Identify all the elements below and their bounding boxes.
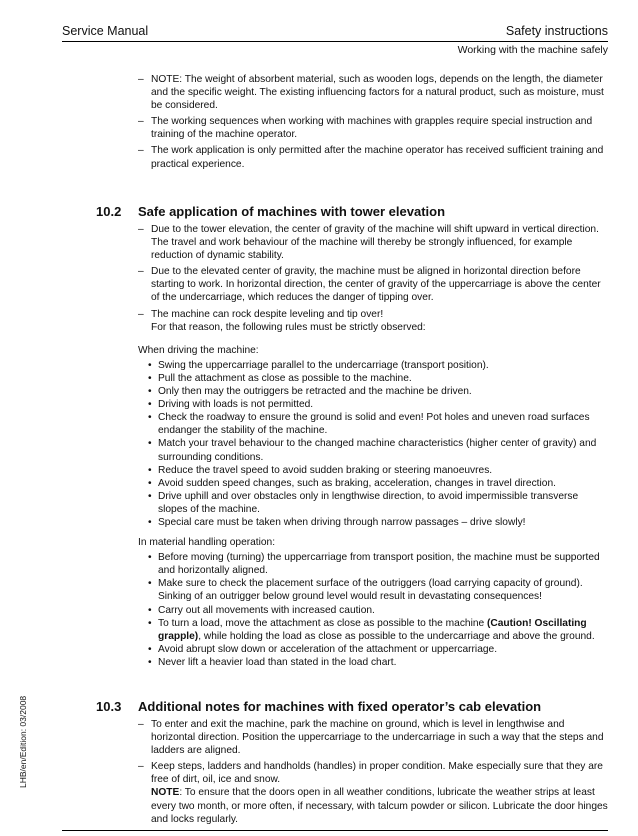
footer-divider (62, 830, 608, 831)
list-item: – To enter and exit the machine, park the machine on ground, which is level in lengthwise and horizontal direction. Position the uppercarriage to the undercarriage in such a way that the steps and ladders are aligned. (138, 719, 604, 757)
section-title: Safe application of machines with tower elevation (138, 204, 446, 219)
list-item: – Due to the tower elevation, the center of gravity of the machine will shift upward in vertical direction. The travel and work behaviour of the machine will thereby be strongly influenced, for example reduction of dynamic stability. (138, 224, 599, 262)
caution-text: (Caution! Oscillating grapple) (158, 617, 587, 642)
list-item: • Avoid sudden speed changes, such as braking, acceleration, changes in travel direction. (148, 477, 556, 489)
list-item: – Keep steps, ladders and handholds (handles) in proper condition. Make especially sure that they are free of dirt, oil, ice and snow. NOTE: To ensure that the doors open in all weather conditions, lubricate the weather strips at least every two month, or more often, if necessary, with talcum powder or silicon. Lubricate the door hinges and locks regularly. (138, 761, 608, 825)
list-item: • Carry out all movements with increased caution. (148, 604, 375, 616)
list-item: • Reduce the travel speed to avoid sudden braking or steering manoeuvres. (148, 464, 493, 476)
section-10-2-body (138, 223, 608, 669)
list-item: • Drive uphill and over obstacles only in lengthwise direction, to avoid impermissible transverse slopes of the machine. (148, 490, 579, 515)
section-10-3-body (138, 718, 608, 829)
list-item: • Match your travel behaviour to the changed machine characteristics (higher center of gravity) and surrounding conditions. (148, 438, 597, 463)
list-item: – The working sequences when working with machines with grapples require special instruction and training of the machine operator. (138, 116, 593, 141)
list-item: • Swing the uppercarriage parallel to the undercarriage (transport position). (148, 359, 489, 371)
section-number: 10.2 (96, 204, 122, 219)
list-item: • Special care must be taken when driving through narrow passages – drive slowly! (148, 516, 526, 528)
list-item: • Driving with loads is not permitted. (148, 399, 314, 411)
list-item: • Never lift a heavier load than stated in the load chart. (148, 656, 397, 668)
header-subtitle: Working with the machine safely (457, 44, 608, 56)
list-item: • Check the roadway to ensure the ground is solid and even! Pot holes and uneven road surfaces endanger the stability of the machine. (148, 412, 590, 437)
note-label: NOTE (151, 787, 180, 799)
list-item: • Pull the attachment as close as possible to the machine. (148, 372, 412, 384)
list-item: • To turn a load, move the attachment as close as possible to the machine (Caution! Oscillating grapple), while holding the load as close as possible to the undercarriage and above the ground. (148, 617, 595, 642)
intro-list (138, 73, 608, 174)
list-item: – The machine can rock despite leveling and tip over! For that reason, the following rules must be strictly observed: (138, 308, 426, 333)
list-item: – Due to the elevated center of gravity, the machine must be aligned in horizontal direction before starting to work. In horizontal direction, the center of gravity of the uppercarriage is above the center of the undercarriage, which reduces the danger of tipping over. (138, 266, 601, 304)
list-item: – NOTE: The weight of absorbent material, such as wooden logs, depends on the length, the diameter and the specific weight. The existing influencing factors for a natural product, such as moisture, must be considered. (138, 74, 604, 112)
list-item: • Only then may the outriggers be retracted and the machine be driven. (148, 386, 472, 398)
list-item: • Before moving (turning) the uppercarriage from transport position, the machine must be supported and horizontally aligned. (148, 552, 600, 577)
driving-heading: When driving the machine: (138, 344, 259, 356)
edition-label: LHB/en/Edition: 03/2008 (18, 695, 28, 788)
handling-heading: In material handling operation: (138, 537, 276, 549)
header-manual-title: Service Manual (62, 24, 149, 38)
list-item: • Avoid abrupt slow down or acceleration of the attachment or uppercarriage. (148, 643, 498, 655)
list-item: – The work application is only permitted after the machine operator has received sufficient training and practical experience. (138, 145, 604, 170)
list-item: • Make sure to check the placement surface of the outriggers (load carrying capacity of ground). Sinking of an outrigger below ground level would result in devastating consequences! (148, 578, 583, 603)
section-title: Additional notes for machines with fixed operator’s cab elevation (138, 699, 542, 714)
header-divider (62, 41, 608, 42)
header-chapter-title: Safety instructions (505, 24, 608, 38)
section-number: 10.3 (96, 699, 122, 714)
